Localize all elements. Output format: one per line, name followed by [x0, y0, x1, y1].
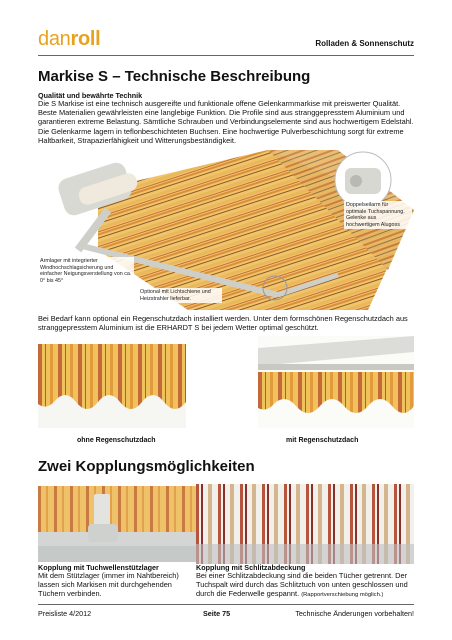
image-mit-regenschutzdach: [258, 336, 414, 428]
awning-hero-image: [38, 150, 414, 310]
section-body-regenschutz: Bei Bedarf kann optional ein Regenschutzdach installiert werden. Unter dem formschönen Regenschutzdach aus stranggepresstem Aluminium ist die ERHARDT S bei jedem Wetter optimal geschützt.: [38, 314, 408, 333]
callout-armlager: Armlager mit integrierter Windhochschlagsicherung und einfacher Neigungsverstellung von ca. 0° bis 45°: [38, 257, 134, 285]
section-subtitle-qualitaet: Qualität und bewährte Technik: [38, 91, 143, 100]
kopplung-left-title: Kopplung mit Tuchwellenstützlager: [38, 563, 159, 572]
kopplung-left-body: Mit dem Stützlager (immer im Nahtbereich) lassen sich Markisen mit durchgehenden Tüchern verbinden.: [38, 571, 179, 599]
footer-pricelist: Preisliste 4/2012: [38, 609, 92, 618]
header-rule: [38, 55, 414, 56]
section-title-technische-beschreibung: Markise S – Technische Beschreibung: [38, 68, 311, 85]
kopplung-right-note: (Rapportverschiebung möglich.): [301, 592, 384, 599]
section-body-beschreibung: Die S Markise ist eine technisch ausgereifte und funktionale offene Gelenkarmmarkise mit preiswerter Qualität. Beste Materialien gewährleisten eine langlebige Funktion. Die Profile sind aus stranggepresstem Aluminium und garantieren extreme Belastung. Sämtliche Schrauben und Verbindungselemente sind aus hochwertigem Edelstahl. Die Gelenkarme lagern in teflonbeschichteten Buchsen. Eine hochwertige Pulverbeschichtung sorgt für extreme Haltbarkeit, Strapazierfähigkeit und Witterungsbeständigkeit.: [38, 99, 414, 145]
awning-hero-drawing: [38, 150, 414, 310]
page-header: [38, 28, 414, 54]
footer-page-number: Seite 75: [203, 609, 231, 618]
section-title-kopplung: Zwei Kopplungsmöglichkeiten: [38, 458, 255, 475]
footer-disclaimer: Technische Änderungen vorbehalten!: [295, 609, 414, 618]
caption-ohne-regenschutzdach: ohne Regenschutzdach: [77, 437, 156, 444]
callout-doppelseilarm: Doppelseilarm für optimale Tuchspannung. Gelenke aus hochwertigem Alugoss: [344, 201, 412, 229]
callout-optional-lichtschiene: Optional mit Lichtschiene und Heizstrahler lieferbar.: [138, 288, 222, 303]
kopplung-right-title: Kopplung mit Schlitzabdeckung: [196, 563, 306, 572]
image-kopplung-schlitzabdeckung: [196, 484, 414, 564]
kopplung-right-body: Bei einer Schlitzabdeckung sind die beiden Tücher getrennt. Der Tuchspalt wird durch das Schlitztuch von unten geschlossen und durch die Federwelle gespannt. (Rapportverschiebung möglich.): [196, 571, 408, 599]
image-ohne-regenschutzdach: [38, 344, 186, 428]
danroll-logo: danroll: [38, 28, 101, 50]
caption-mit-regenschutzdach: mit Regenschutzdach: [286, 437, 359, 444]
header-tagline: Rolladen & Sonnenschutz: [315, 39, 414, 48]
footer-rule: [38, 604, 414, 605]
image-kopplung-stuetzlager: [38, 486, 198, 562]
